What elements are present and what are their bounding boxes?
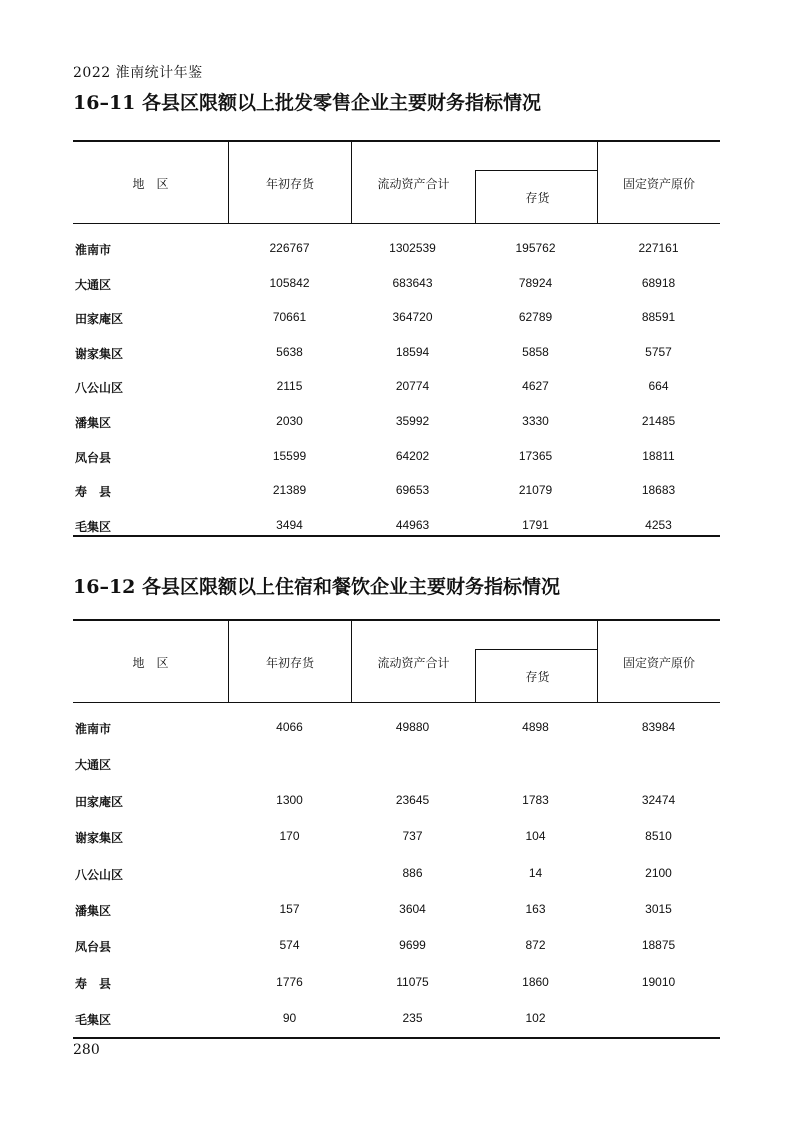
value-cell: 68918 [641, 275, 676, 290]
table-row [73, 474, 720, 509]
value-cell: 195762 [515, 241, 556, 255]
table-row [73, 301, 720, 336]
region-cell: 谢家集区 [75, 346, 124, 361]
header-cell [597, 621, 720, 702]
value-cell: 1860 [522, 974, 549, 989]
value-cell: 886 [402, 865, 423, 880]
table-row [73, 747, 720, 783]
value-cell: 3494 [276, 517, 303, 532]
table-title: 16–12 各县区限额以上住宿和餐饮企业主要财务指标情况 [73, 576, 560, 598]
value-cell: 1300 [276, 792, 303, 807]
header-cell [228, 621, 351, 702]
value-cell: 5638 [276, 344, 303, 359]
value-cell: 23645 [395, 792, 430, 807]
value-cell: 21389 [272, 483, 307, 498]
value-cell: 4898 [522, 720, 549, 734]
region-cell: 大通区 [75, 758, 112, 773]
region-cell: 凤台县 [75, 940, 112, 955]
value-cell: 64202 [395, 448, 430, 463]
header-cell [351, 142, 597, 223]
running-head: 2022 淮南统计年鉴 [73, 65, 203, 81]
value-cell: 14 [528, 865, 543, 880]
value-cell: 49880 [395, 720, 430, 734]
header-cell [597, 142, 720, 223]
region-cell: 八公山区 [75, 381, 124, 396]
table-row [73, 405, 720, 440]
table-row [73, 711, 720, 747]
header-inventory: 存货 [525, 670, 550, 684]
table-title: 16–11 各县区限额以上批发零售企业主要财务指标情况 [73, 92, 541, 114]
table-row [73, 857, 720, 893]
table-row [73, 784, 720, 820]
value-cell: 2100 [645, 865, 672, 880]
value-cell: 170 [279, 829, 300, 844]
value-cell: 102 [525, 1011, 546, 1026]
table-row [73, 336, 720, 371]
value-cell: 226767 [269, 241, 310, 255]
region-cell: 淮南市 [75, 243, 112, 257]
table-row [73, 370, 720, 405]
value-cell: 5858 [522, 344, 549, 359]
value-cell: 104 [525, 829, 546, 844]
region-cell: 凤台县 [75, 450, 112, 465]
value-cell: 15599 [272, 448, 307, 463]
header-region: 地 区 [132, 177, 169, 191]
value-cell: 62789 [518, 310, 553, 325]
table-row [73, 509, 720, 544]
value-cell: 574 [279, 938, 300, 953]
header-subcell [475, 170, 598, 223]
value-cell: 227161 [638, 241, 679, 255]
value-cell: 21485 [641, 413, 676, 428]
value-cell: 1776 [276, 974, 303, 989]
table-row [73, 820, 720, 856]
header-fixed-assets-original: 固定资产原价 [622, 177, 695, 191]
header-region: 地 区 [132, 656, 169, 670]
value-cell: 664 [648, 379, 669, 394]
value-cell: 4627 [522, 379, 549, 394]
value-cell: 8510 [645, 829, 672, 844]
value-cell: 683643 [392, 275, 433, 290]
value-cell: 18811 [642, 448, 675, 463]
value-cell: 19010 [641, 974, 676, 989]
value-cell: 32474 [641, 792, 676, 807]
table-row [73, 966, 720, 1002]
value-cell: 20774 [395, 379, 430, 394]
value-cell: 69653 [395, 483, 430, 498]
region-cell: 淮南市 [75, 722, 112, 736]
value-cell: 157 [279, 901, 300, 916]
table-header [73, 621, 720, 703]
value-cell: 21079 [518, 483, 553, 498]
value-cell: 88591 [641, 310, 676, 325]
value-cell: 3330 [522, 413, 549, 428]
header-current-assets-total: 流动资产合计 [377, 177, 450, 191]
value-cell: 4066 [276, 720, 303, 734]
value-cell: 5757 [645, 344, 672, 359]
value-cell: 70661 [272, 310, 307, 325]
value-cell: 3015 [645, 901, 672, 916]
header-opening-inventory: 年初存货 [265, 656, 314, 670]
value-cell: 737 [402, 829, 423, 844]
table-body [73, 703, 720, 1039]
header-cell [73, 621, 228, 702]
value-cell: 105842 [269, 275, 310, 290]
value-cell: 78924 [518, 275, 553, 290]
value-cell: 9699 [399, 938, 426, 953]
header-fixed-assets-original: 固定资产原价 [622, 656, 695, 670]
value-cell: 44963 [395, 517, 430, 532]
value-cell: 4253 [645, 517, 672, 532]
header-inventory: 存货 [525, 191, 550, 205]
value-cell: 35992 [395, 413, 430, 428]
header-subcell [475, 649, 598, 702]
header-cell [73, 142, 228, 223]
value-cell: 11075 [396, 974, 429, 989]
region-cell: 谢家集区 [75, 831, 124, 846]
value-cell: 17365 [518, 448, 553, 463]
table-body [73, 224, 720, 543]
region-cell: 寿 县 [75, 976, 112, 991]
value-cell: 1783 [522, 792, 549, 807]
wholesale-retail-table [73, 140, 720, 537]
table-header [73, 142, 720, 224]
region-cell: 潘集区 [75, 903, 112, 918]
value-cell: 2115 [276, 379, 303, 394]
value-cell: 18683 [641, 483, 676, 498]
table-row [73, 1002, 720, 1038]
value-cell: 235 [402, 1011, 423, 1026]
table-row [73, 267, 720, 302]
table-row [73, 440, 720, 475]
value-cell: 2030 [276, 413, 303, 428]
table-row [73, 232, 720, 267]
region-cell: 寿 县 [75, 485, 112, 500]
region-cell: 毛集区 [75, 519, 112, 534]
region-cell: 田家庵区 [75, 312, 124, 327]
table-row [73, 893, 720, 929]
header-cell [228, 142, 351, 223]
value-cell: 3604 [399, 901, 426, 916]
value-cell: 1302539 [389, 241, 436, 255]
value-cell: 18875 [641, 938, 676, 953]
region-cell: 大通区 [75, 277, 112, 292]
value-cell: 163 [525, 901, 546, 916]
value-cell: 1791 [522, 517, 549, 532]
table-row [73, 929, 720, 965]
value-cell: 872 [525, 938, 546, 953]
value-cell: 18594 [395, 344, 430, 359]
page-number: 280 [73, 1042, 100, 1058]
region-cell: 毛集区 [75, 1013, 112, 1028]
region-cell: 田家庵区 [75, 794, 124, 809]
header-opening-inventory: 年初存货 [265, 177, 314, 191]
value-cell: 364720 [392, 310, 433, 325]
accommodation-catering-table [73, 619, 720, 1039]
region-cell: 潘集区 [75, 415, 112, 430]
region-cell: 八公山区 [75, 867, 124, 882]
value-cell: 90 [282, 1011, 297, 1026]
header-current-assets-total: 流动资产合计 [377, 656, 450, 670]
value-cell: 83984 [641, 720, 676, 734]
header-cell [351, 621, 597, 702]
